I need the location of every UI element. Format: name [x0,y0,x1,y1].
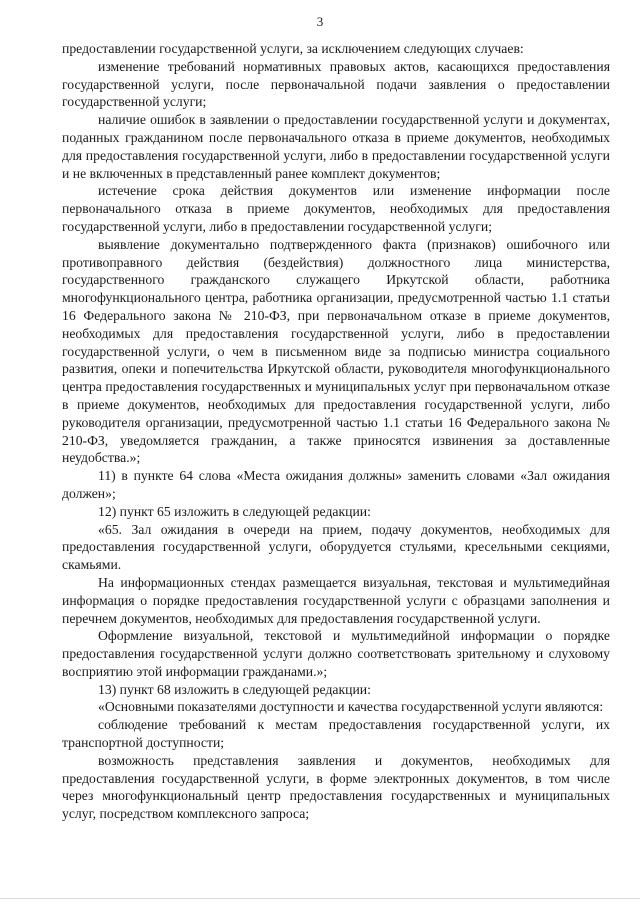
paragraph: возможность представления заявления и документов, необходимых для предоставления государственной услуги, в форме электронных документов, в том числе через многофункциональный центр предоставления государственных и муниципальных услуг, посредством комплексного запроса; [62,752,610,822]
paragraph: изменение требований нормативных правовых актов, касающихся предоставления государственной услуги, после первоначальной подачи заявления о предоставлении государственной услуги; [62,58,610,110]
paragraph: 11) в пункте 64 слова «Места ожидания должны» заменить словами «Зал ожидания должен»; [62,468,610,501]
paragraph: соблюдение требований к местам предоставления государственной услуги, их транспортной доступности; [62,717,610,751]
paragraph: 12) пункт 65 изложить в следующей редакции: [98,503,371,519]
paragraph: На информационных стендах размещается визуальная, текстовая и мультимедийная информация о порядке предоставления государственной услуги с образцами заполнения и перечнем документов, необходимых для предоставления государственной услуги. [62,574,610,626]
scan-edge-line [0,898,640,899]
paragraph: Оформление визуальной, текстовой и мультимедийной информации о порядке предоставления государственной услуги должно соответствовать зрительному и слуховому восприятию этой информации гражданами.»; [62,628,610,679]
document-body [62,40,610,823]
paragraph: истечение срока действия документов или изменение информации после первоначального отказа в приеме документов, необходимых для предоставления государственной услуги, либо в предоставлении государственной услуги; [62,183,610,234]
page-number: 3 [316,14,324,29]
paragraph: 13) пункт 68 изложить в следующей редакции: [98,681,371,697]
paragraph: «Основными показателями доступности и качества государственной услуги являются: [98,699,604,715]
paragraph: «65. Зал ожидания в очереди на прием, подачу документов, необходимых для предоставления государственной услуги, оборудуется стульями, кресельными секциями, скамьями. [62,521,610,573]
paragraph: наличие ошибок в заявлении о предоставлении государственной услуги и документах, поданных гражданином после первоначального отказа в приеме документов, необходимых для предоставления государственной услуги, либо в предоставлении государственной услуги и не включенных в представленный ранее комплект документов; [62,112,610,181]
paragraph: выявление документально подтвержденного факта (признаков) ошибочного или противоправного действия (бездействия) должностного лица министерства, государственного гражданского служащего Иркутской области, работника многофункционального центра, работника организации, предусмотренной частью 1.1 статьи 16 Федерального закона № 210-ФЗ, при первоначальном отказе в приеме документов, необходимых для предоставления государственной услуги, либо в предоставлении государственной услуги, о чем в письменном виде за подписью министра социального развития, опеки и попечительства Иркутской области, руководителя многофункционального центра предоставления государственных и муниципальных услуг при первоначальном отказе в приеме документов, необходимых для предоставления государственной услуги, либо руководителя организации, предусмотренной частью 1.1 статьи 16 Федерального закона № 210-ФЗ, уведомляется гражданин, а также приносятся извинения за доставленные неудобства.»; [62,236,610,466]
paragraph: предоставлении государственной услуги, за исключением следующих случаев: [62,41,524,56]
